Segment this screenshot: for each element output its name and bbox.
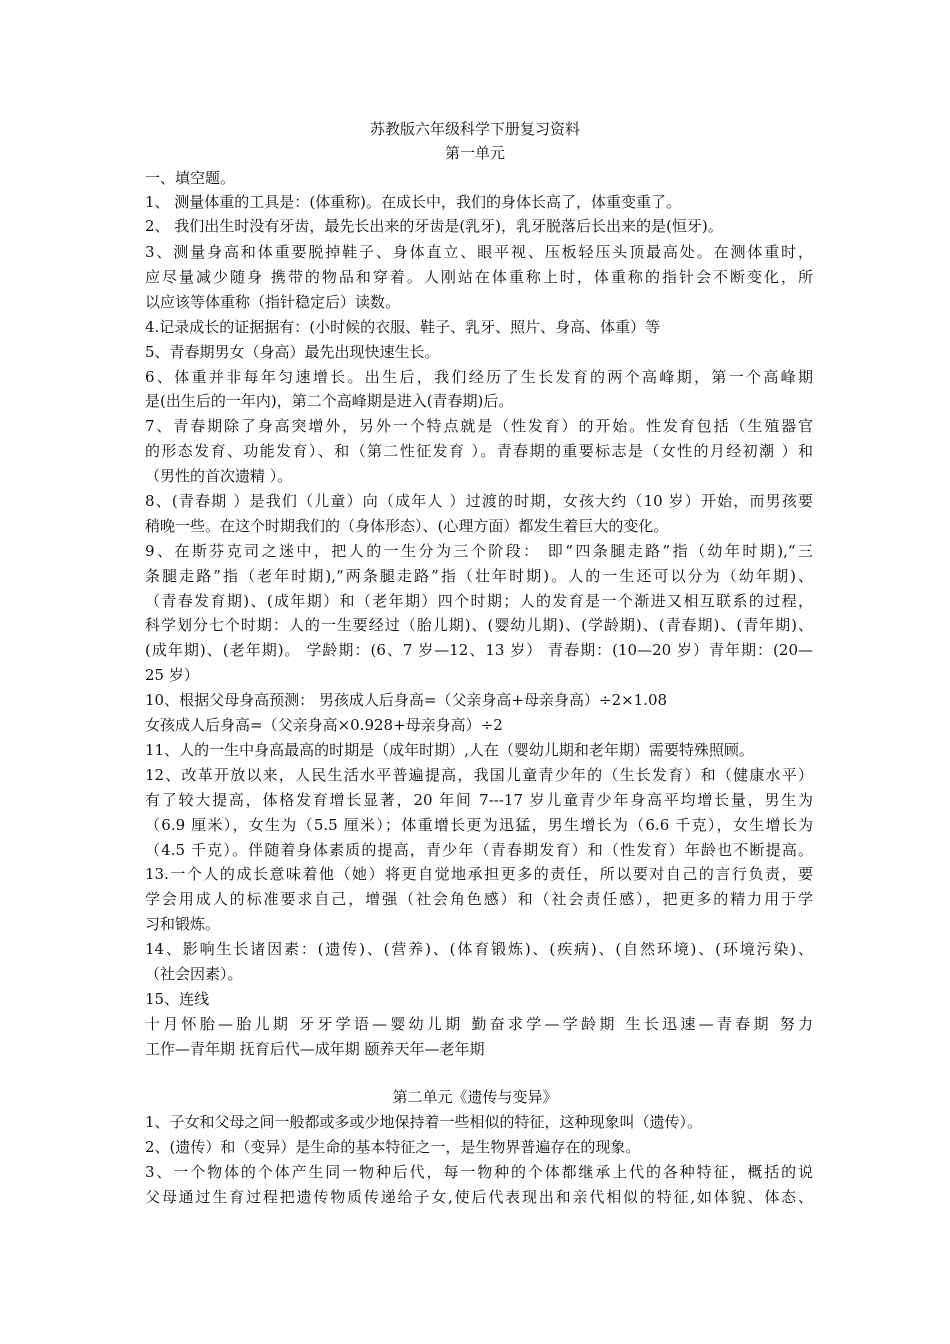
text-line: 1、 测量体重的工具是：(体重称)。在成长中，我们的身体长高了，体重变重了。 — [145, 193, 682, 211]
text-line: （男性的首次遗精 ）。 — [145, 467, 293, 485]
text-line: 2、 我们出生时没有牙齿，最先长出来的牙齿是(乳牙)，乳牙脱落后长出来的是(恒牙)。 — [145, 217, 723, 235]
text-line: 14、影响生长诸因素：(遗传)、(营养)、(体育锻炼)、(疾病)、(自然环境)、(环境污染)、 — [145, 940, 813, 958]
text-line: 一、填空题。 — [145, 169, 236, 187]
text-line: 6、体重并非每年匀速增长。出生后，我们经历了生长发育的两个高峰期，第一个高峰期 — [145, 368, 813, 386]
text-line: 25 岁） — [145, 666, 199, 684]
text-line: 应尽量减少随身 携带的物品和穿着。人刚站在体重称上时，体重称的指针会不断变化，所 — [145, 268, 813, 286]
text-line: （4.5 千克）。伴随着身体素质的提高，青少年（青春期发育）和（性发育）年龄也不断提高。 — [145, 841, 813, 859]
text-line: 11、人的一生中身高最高的时期是（成年时期）,人在（婴幼儿期和老年期）需要特殊照顾。 — [145, 741, 754, 759]
text-line: 3、一个物体的个体产生同一物种后代，每一物种的个体都继承上代的各种特征，概括的说 — [145, 1163, 813, 1181]
text-line: 13.一个人的成长意味着他（她）将更自觉地承担更多的责任，所以要对自己的言行负责，要 — [145, 865, 813, 883]
text-line: 十月怀胎—胎儿期 牙牙学语—婴幼儿期 勤奋求学—学龄期 生长迅速—青春期 努力 — [145, 1015, 813, 1033]
text-line: 的形态发育、功能发育）、和（第二性征发育 ）。青春期的重要标志是（女性的月经初潮 ）和 — [145, 442, 813, 460]
text-line: 科学划分七个时期：人的一生要经过（胎儿期)、(婴幼儿期)、(学龄期)、(青春期)、(青年期)、 — [145, 616, 813, 634]
text-line: 父母通过生育过程把遗传物质传递给子女,使后代表现出和亲代相似的特征,如体貌、体态、 — [145, 1188, 813, 1206]
text-line: （6.9 厘米），女生为（5.5 厘米）；体重增长更为迅猛，男生增长为（6.6 千克），女生增长为 — [145, 816, 813, 834]
text-line: 2、(遗传）和（变异）是生命的基本特征之一，是生物界普遍存在的现象。 — [145, 1138, 641, 1156]
unit-1-heading: 第一单元 — [444, 144, 505, 162]
text-line: 5、青春期男女（身高）最先出现快速生长。 — [145, 343, 440, 361]
text-line: 有了较大提高，体格发育增长显著，20 年间 7---17 岁儿童青少年身高平均增长量，男生为 — [145, 791, 813, 809]
text-line: 15、连线 — [145, 990, 210, 1008]
text-line: 条腿走路”指（老年时期),“两条腿走路”指（壮年时期)。人的一生还可以分为（幼年期)、 — [145, 567, 813, 585]
text-line: 工作—青年期 抚育后代—成年期 颐养天年—老年期 — [145, 1040, 485, 1058]
text-line: （青春发育期)、(成年期）和（老年期）四个时期；人的发育是一个渐进又相互联系的过程， — [145, 592, 813, 610]
text-line: 是(出生后的一年内)，第二个高峰期是进入(青春期)后。 — [145, 392, 514, 410]
text-line: 3、测量身高和体重要脱掉鞋子、身体直立、眼平视、压板轻压头顶最高处。在测体重时， — [145, 243, 813, 261]
text-line: 10、根据父母身高预测： 男孩成人后身高=（父亲身高+母亲身高）÷2×1.08 — [145, 691, 668, 709]
text-line: 习和锻炼。 — [145, 915, 221, 933]
text-line: 稍晚一些。在这个时期我们的（身体形态）、(心理方面）都发生着巨大的变化。 — [145, 517, 669, 535]
text-line: 以应该等体重称（指针稳定后）读数。 — [145, 293, 401, 311]
text-line: 学会用成人的标准要求自己，增强（社会角色感）和（社会责任感），把更多的精力用于学 — [145, 890, 813, 908]
text-line: 1、子女和父母之间一般都或多或少地保持着一些相似的特征，这种现象叫（遗传）。 — [145, 1113, 703, 1131]
text-line: 8、(青春期 ）是我们（儿童）向（成年人 ）过渡的时期，女孩大约（10 岁）开始，而男孩要 — [145, 492, 813, 510]
unit-2-heading: 第二单元《遗传与变异》 — [392, 1088, 558, 1106]
text-line: 9、在斯芬克司之迷中，把人的一生分为三个阶段： 即“四条腿走路”指（幼年时期),“三 — [145, 542, 813, 560]
text-line: 4.记录成长的证据据有：(小时候的衣服、鞋子、乳牙、照片、身高、体重）等 — [145, 318, 661, 336]
text-line: （社会因素）。 — [145, 965, 243, 983]
text-line: 12、改革开放以来，人民生活水平普遍提高，我国儿童青少年的（生长发育）和（健康水平） — [145, 766, 813, 784]
text-line: 7、青春期除了身高突增外，另外一个特点就是（性发育）的开始。性发育包括（生殖器官 — [145, 417, 813, 435]
text-line: 女孩成人后身高=（父亲身高×0.928+母亲身高）÷2 — [145, 716, 503, 734]
document-title: 苏教版六年级科学下册复习资料 — [369, 120, 580, 138]
text-line: (成年期)、(老年期)。 学龄期：(6、7 岁—12、13 岁） 青春期：(10—20 岁）青年期：(20— — [145, 641, 813, 659]
